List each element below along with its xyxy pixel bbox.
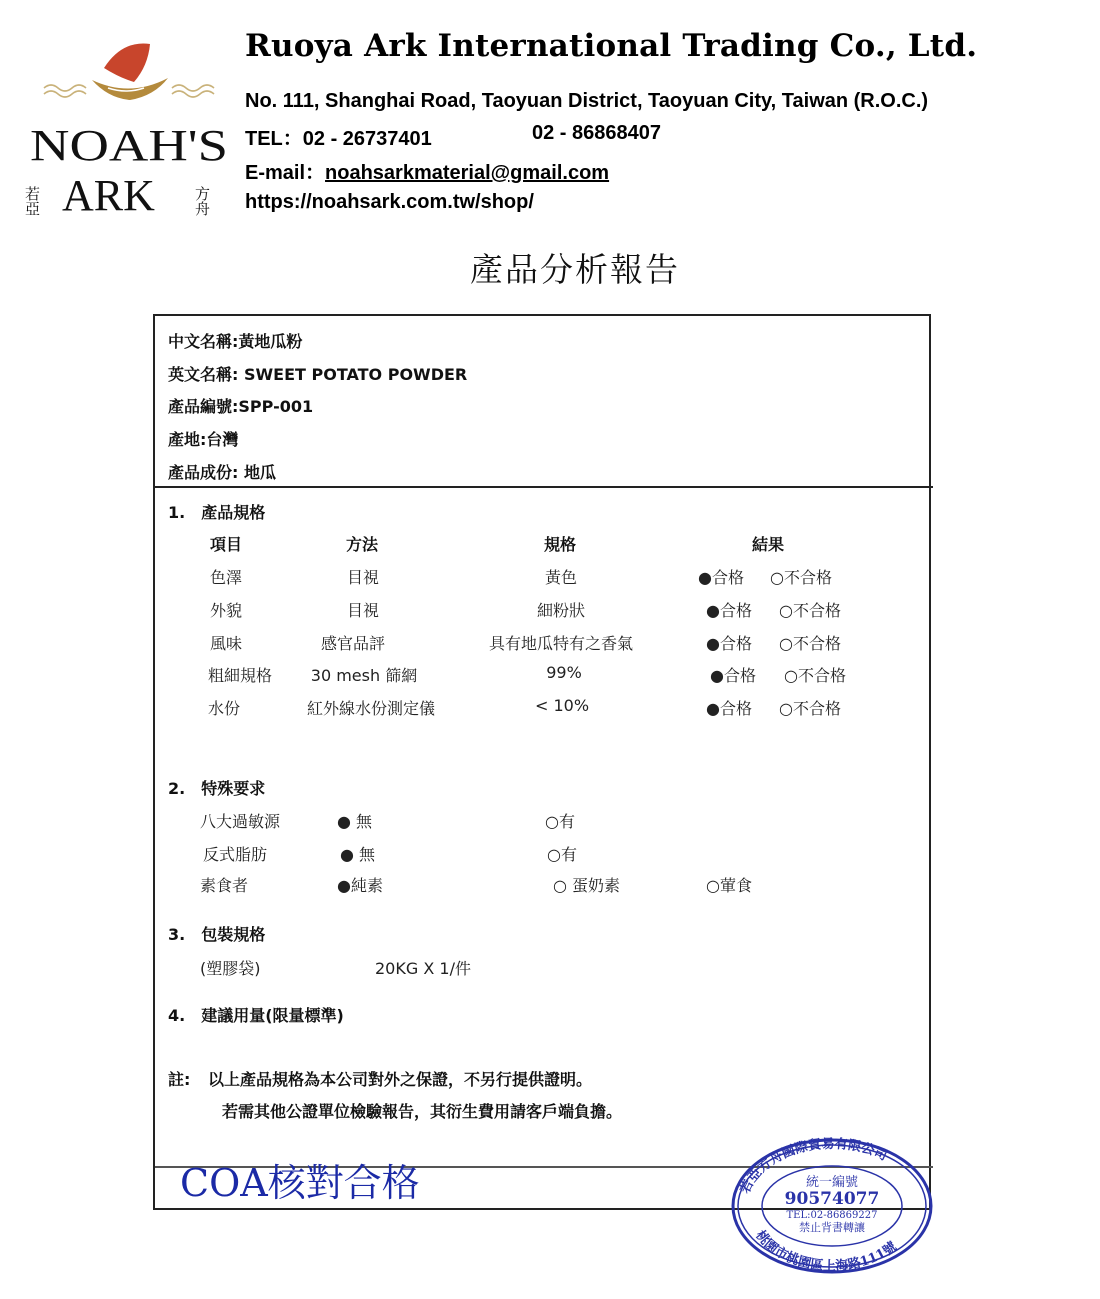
logo-cn-right: 方舟 [193, 186, 211, 216]
row-pass: ●合格 [706, 634, 752, 653]
row-spec: 細粉狀 [536, 601, 586, 620]
row-method: 紅外線水份測定儀 [306, 699, 436, 718]
tel-number-2: 02 - 86868407 [532, 122, 662, 144]
coa-approval-handwriting: COA核對合格 [180, 1161, 420, 1205]
logo-wordmark: NOAH'S [30, 121, 228, 170]
packaging-type: (塑膠袋) [200, 959, 261, 978]
transfat-yes: ○有 [547, 845, 577, 864]
shop-url[interactable]: https://noahsark.com.tw/shop/ [245, 191, 534, 213]
stamp-company-arc: 若亞方舟國際貿易有限公司 [737, 1136, 890, 1197]
row-method: 目視 [346, 601, 380, 620]
stamp-warning: 禁止背書轉讓 [799, 1221, 865, 1234]
row-fail: ○不合格 [779, 601, 841, 620]
row-spec: 99% [546, 663, 582, 682]
product-ingredients: 產品成份: 地瓜 [168, 463, 276, 482]
row-pass: ●合格 [706, 699, 752, 718]
email-link[interactable]: noahsarkmaterial@gmail.com [325, 162, 610, 184]
email-line [245, 156, 609, 185]
noahs-ark-logo [22, 38, 237, 218]
row-fail: ○不合格 [779, 699, 841, 718]
allergen-none: ● 無 [337, 812, 373, 831]
vegetarian-lacto-ovo: ○ 蛋奶素 [553, 876, 621, 895]
vegetarian-vegan: ●純素 [337, 876, 383, 895]
company-name: Ruoya Ark International Trading Co., Ltd. [245, 28, 978, 64]
note-line-2: 若需其他公證單位檢驗報告，其衍生費用請客戶端負擔。 [222, 1102, 623, 1121]
row-item: 粗細規格 [208, 666, 273, 685]
transfat-none: ● 無 [340, 845, 376, 864]
row-method: 感官品評 [320, 634, 386, 653]
row-item: 水份 [208, 699, 241, 718]
row-item: 風味 [210, 634, 243, 653]
info-divider [155, 486, 933, 488]
tel-line [245, 122, 432, 151]
row-pass: ●合格 [706, 601, 752, 620]
allergen-yes: ○有 [545, 812, 575, 831]
row-item: 色澤 [210, 568, 243, 587]
stamp-tel: TEL:02-86869227 [786, 1210, 878, 1221]
logo-ark: ARK [62, 171, 155, 218]
vegetarian-label: 素食者 [200, 876, 249, 895]
tel-number-1: 02 - 26737401 [302, 128, 432, 150]
stamp-label: 統一編號 [805, 1175, 859, 1190]
email-label: E-mail： [245, 162, 326, 184]
row-spec: 具有地瓜特有之香氣 [488, 634, 634, 653]
product-origin: 產地:台灣 [168, 430, 239, 449]
note-line-1: 以上產品規格為本公司對外之保證，不另行提供證明。 [208, 1070, 593, 1089]
row-fail: ○不合格 [770, 568, 832, 587]
stamp-address-arc: 桃園市桃園區上海路111號 [752, 1228, 900, 1274]
packaging-spec: 20KG X 1/件 [375, 959, 471, 978]
stamp-number: 90574077 [784, 1189, 880, 1209]
tel-label: TEL： [245, 128, 303, 150]
packaging-heading: 3. 包裝規格 [168, 925, 266, 944]
logo-cn-left: 若亞 [23, 186, 41, 216]
row-method: 目視 [346, 568, 380, 587]
spec-heading: 1. 產品規格 [168, 503, 266, 522]
company-seal-stamp [730, 1134, 934, 1274]
note-label: 註: [168, 1070, 191, 1089]
col-result: 結果 [752, 535, 785, 554]
row-fail: ○不合格 [784, 666, 846, 685]
row-item: 外貌 [210, 601, 243, 620]
report-title: 產品分析報告 [470, 250, 680, 289]
allergen-label: 八大過敏源 [200, 812, 281, 831]
product-code: 產品編號:SPP-001 [168, 397, 314, 416]
row-method: 30 mesh 篩網 [310, 666, 418, 685]
company-address: No. 111, Shanghai Road, Taoyuan District, Taoyuan City, Taiwan (R.O.C.) [245, 90, 929, 112]
usage-heading: 4. 建議用量(限量標準) [168, 1006, 344, 1025]
row-spec: < 10% [534, 696, 590, 715]
col-item: 項目 [210, 535, 243, 554]
row-spec: 黃色 [544, 568, 578, 587]
svg-text:桃園市桃園區上海路111號 [752, 1228, 899, 1274]
vegetarian-meat: ○葷食 [706, 876, 752, 895]
col-spec: 規格 [544, 535, 577, 554]
row-pass: ●合格 [710, 666, 756, 685]
row-pass: ●合格 [698, 568, 744, 587]
row-fail: ○不合格 [779, 634, 841, 653]
product-en-name: 英文名稱: SWEET POTATO POWDER [168, 365, 468, 384]
special-heading: 2. 特殊要求 [168, 779, 266, 798]
product-cn-name: 中文名稱:黃地瓜粉 [168, 332, 303, 351]
col-method: 方法 [346, 535, 379, 554]
transfat-label: 反式脂肪 [203, 845, 268, 864]
